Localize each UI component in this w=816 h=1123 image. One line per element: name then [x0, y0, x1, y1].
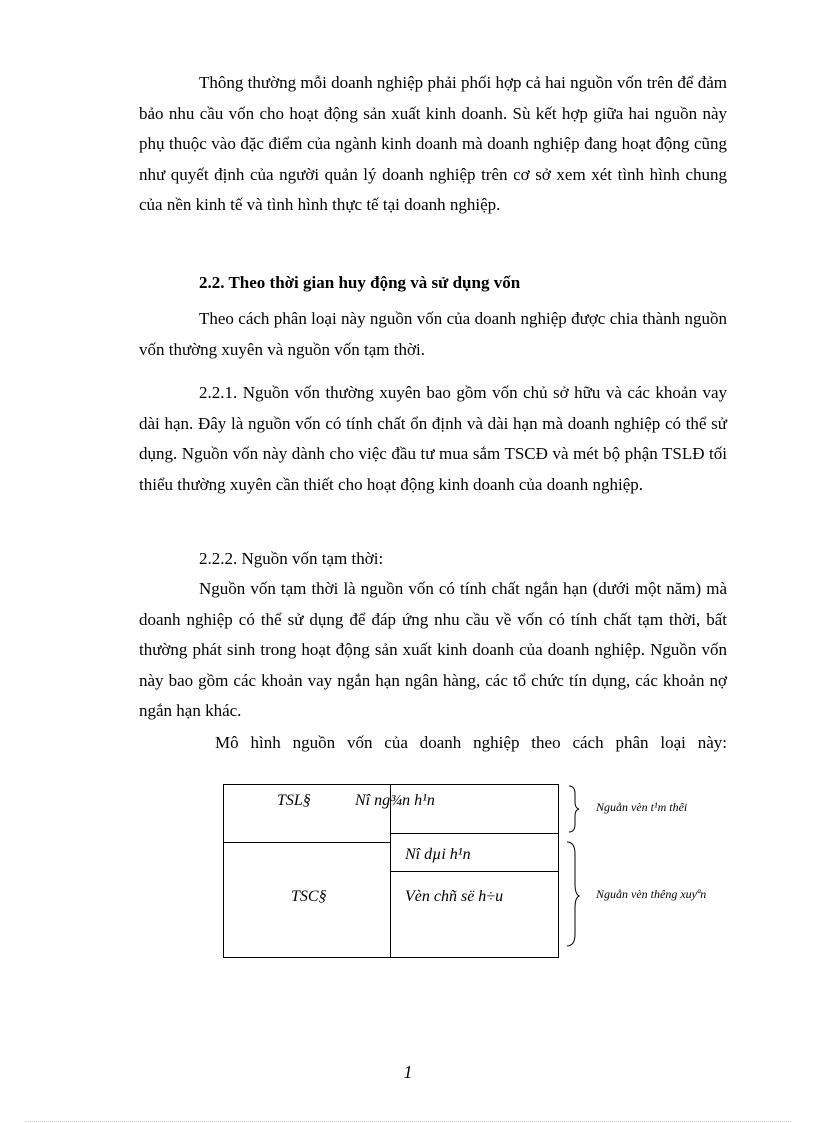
equity-box [390, 871, 559, 958]
page-number: 1 [403, 1062, 413, 1082]
equity-label: Vèn chñ së h÷u [405, 888, 504, 905]
tsld-label: TSL§ [277, 792, 311, 809]
brace-icons [563, 784, 583, 954]
paragraph-permanent-capital: 2.2.1. Nguồn vốn thường xuyên bao gồm vốn chủ sở hữu và các khoản vay dài hạn. Đây là nguồn vốn có tính chất ổn định và dài hạn mà doanh nghiệp có thể sử dụng. Nguồn vốn này dành cho việc đầu tư mua sắm TSCĐ và mét bộ phận TSLĐ tối thiểu thường xuyên cần thiết cho hoạt động kinh doanh của doanh nghiệp. [139, 383, 727, 494]
paragraph-model-intro: Mô hình nguồn vốn của doanh nghiệp theo cách phân loại này: [215, 733, 727, 752]
short-term-debt-label: Nî ng¾n h¹n [355, 792, 435, 809]
brace-permanent-icon [567, 842, 579, 946]
paragraph-temporary-capital: Nguồn vốn tạm thời là nguồn vốn có tính chất ngắn hạn (dưới một năm) mà doanh nghiệp có thể sử dụng để đáp ứng nhu cầu về vốn có tính chất tạm thời, bất thường phát sinh trong hoạt động sản xuất kinh doanh của doanh nghiệp. Nguồn vốn này bao gồm các khoản vay ngắn hạn ngân hàng, các tổ chức tín dụng, các khoản nợ ngắn hạn khác. [139, 579, 727, 720]
paragraph-classification: Theo cách phân loại này nguồn vốn của doanh nghiệp được chia thành nguồn vốn thường xuyên và nguồn vốn tạm thời. [139, 309, 727, 359]
tscd-label: TSC§ [291, 888, 327, 905]
section-heading: 2.2. Theo thời gian huy động và sử dụng vốn [199, 273, 521, 292]
paragraph-combination: Thông thường mỗi doanh nghiệp phải phối hợp cả hai nguồn vốn trên để đảm bảo nhu cầu vốn cho hoạt động sản xuất kinh doanh. Sù kết hợp giữa hai nguồn này phụ thuộc vào đặc điểm của ngành kinh doanh mà doanh nghiệp đang hoạt động cũng như quyết định của người quản lý doanh nghiệp trên cơ sở xem xét tình hình chung của nền kinh tế và tình hình thực tế tại doanh nghiệp. [139, 73, 727, 214]
brace-temporary-icon [569, 786, 579, 832]
page-bottom-border [25, 1121, 791, 1122]
permanent-capital-source-label: Nguån vèn thêng xuyªn [596, 887, 707, 901]
subsection-temporary-capital-title: 2.2.2. Nguồn vốn tạm thời: [199, 549, 384, 568]
temporary-capital-source-label: Nguån vèn t¹m thêi [596, 800, 688, 814]
long-term-debt-label: Nî dµi h¹n [405, 846, 471, 863]
